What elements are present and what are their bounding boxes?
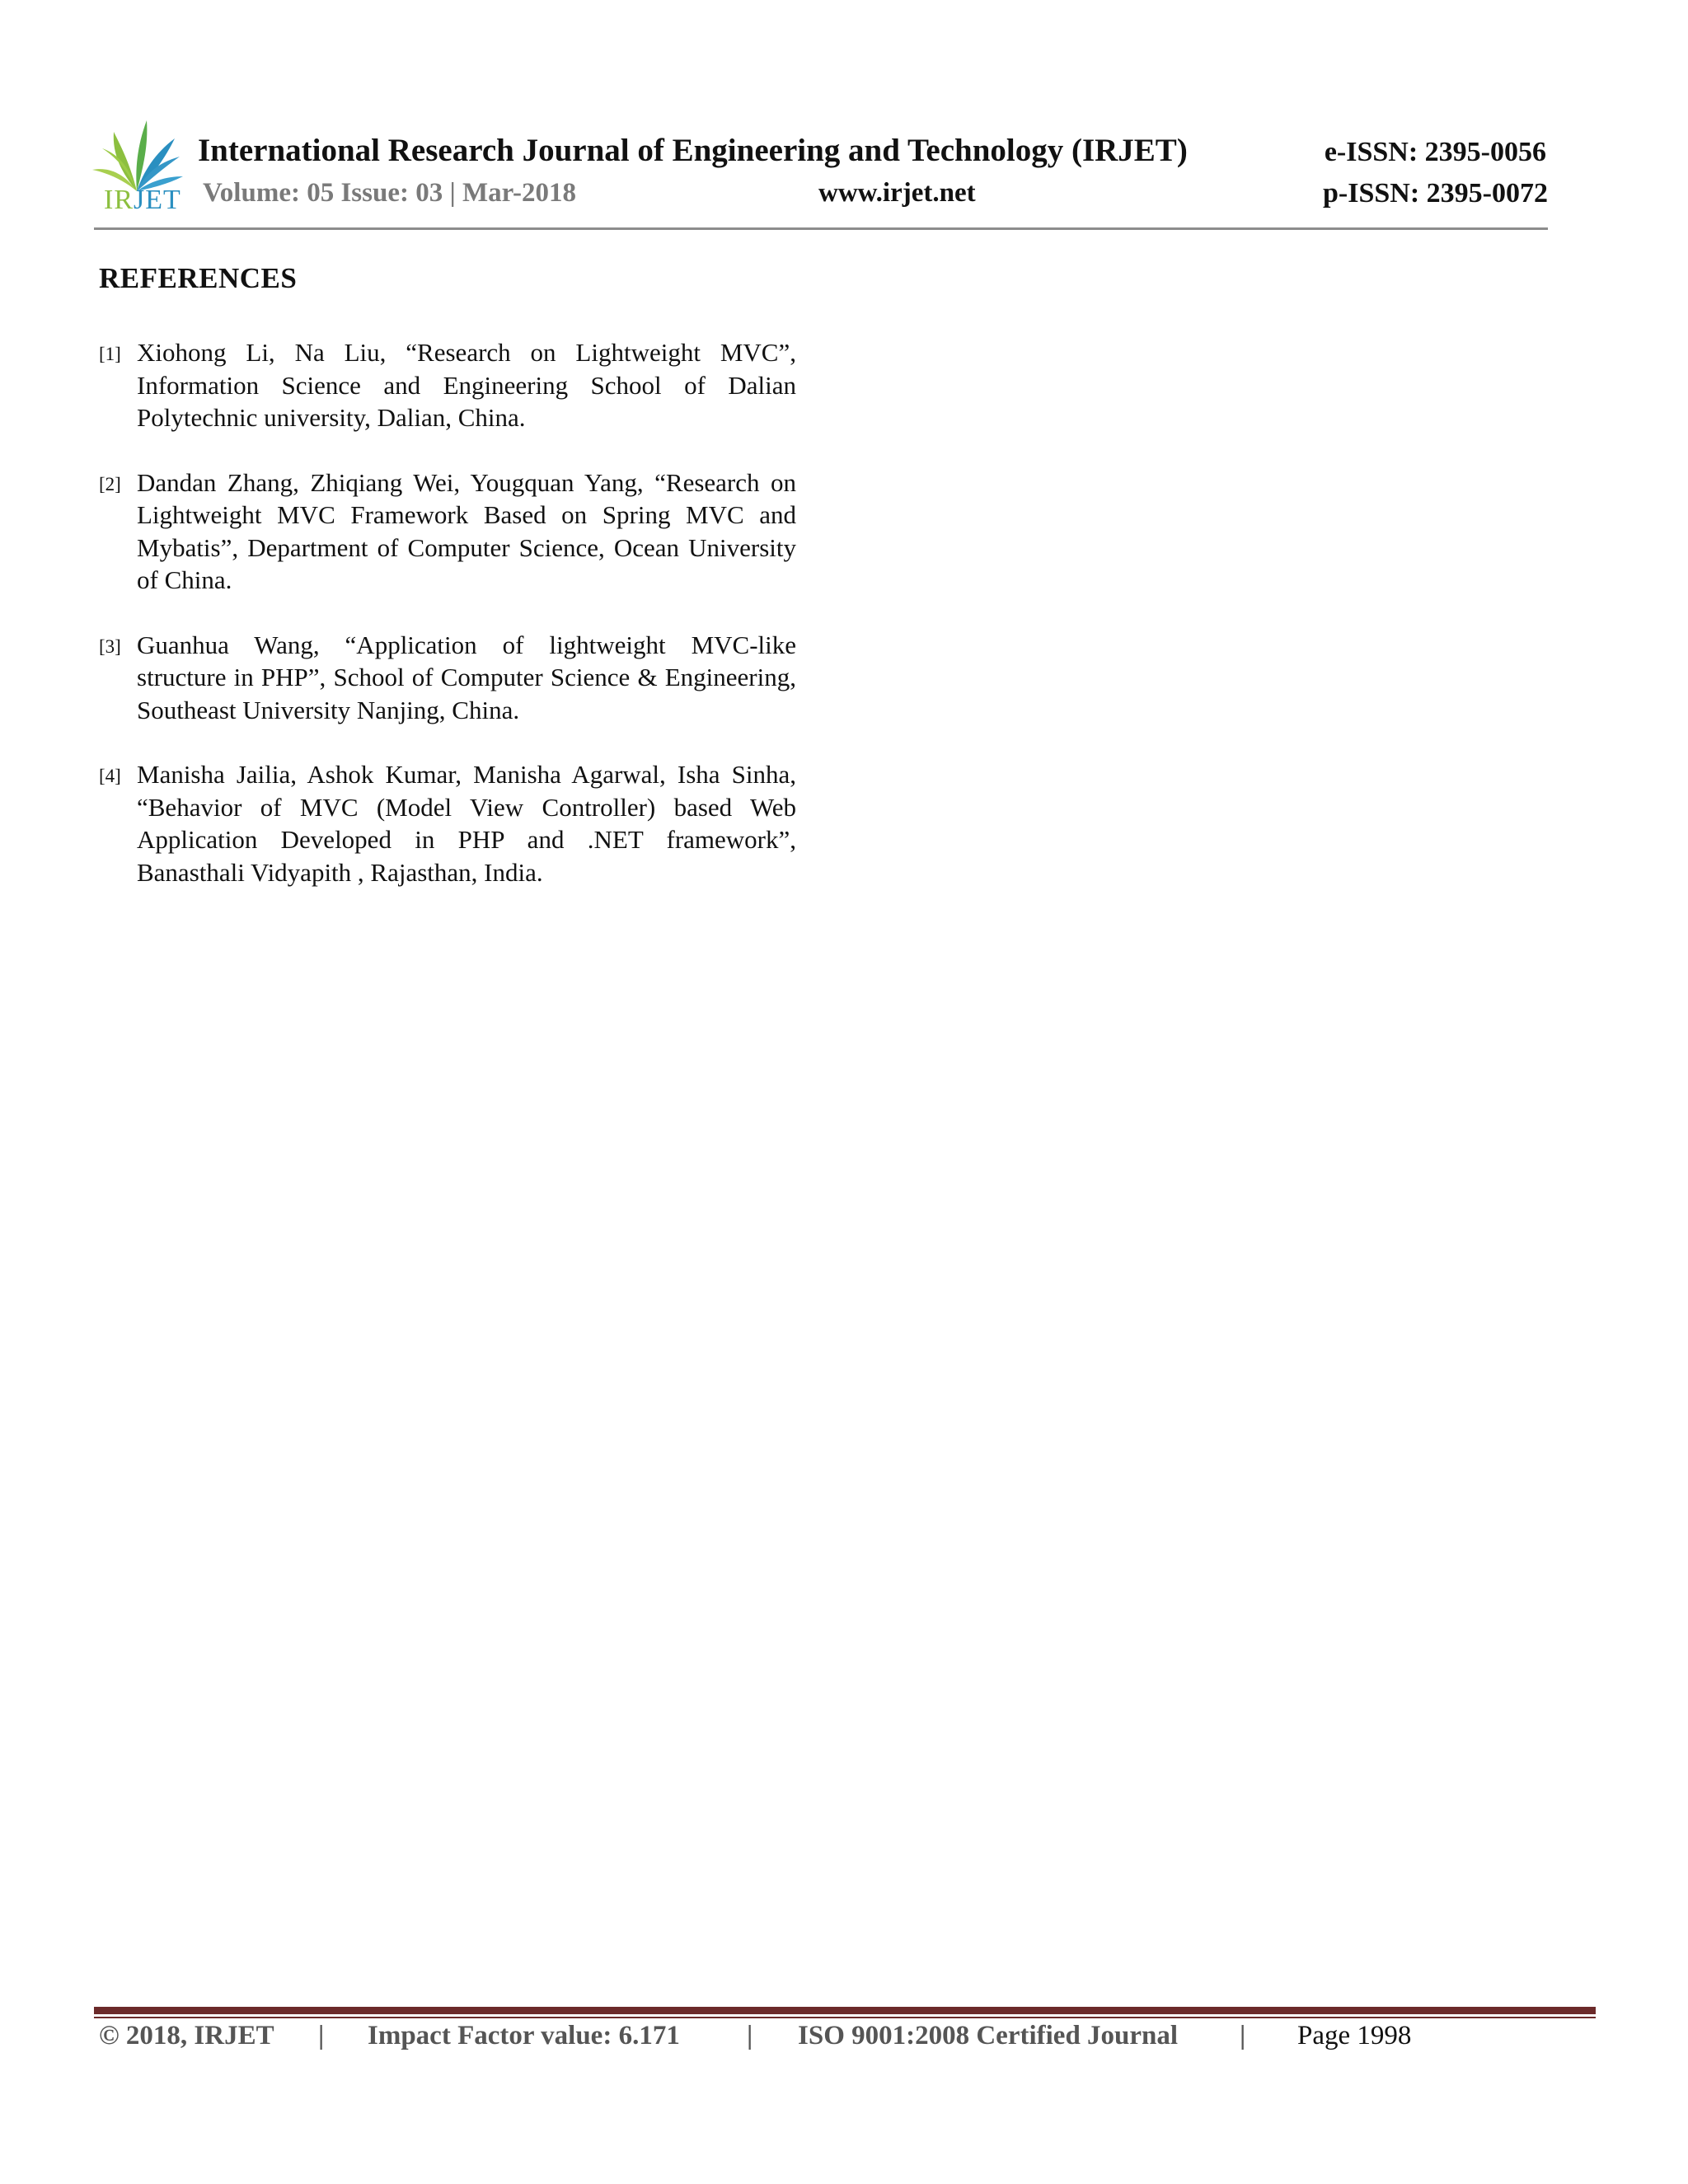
reference-item [99, 466, 796, 597]
journal-title: International Research Journal of Engineering and Technology (IRJET) [198, 133, 1188, 168]
journal-website: www.irjet.net [818, 178, 976, 208]
footer-impact-factor: Impact Factor value: 6.171 [368, 2021, 680, 2050]
footer-page-number: Page 1998 [1297, 2021, 1412, 2050]
reference-item [99, 629, 796, 727]
page-header [0, 0, 1688, 239]
footer-iso: ISO 9001:2008 Certified Journal [798, 2021, 1179, 2050]
footer-divider-thick [94, 2007, 1596, 2014]
header-divider [94, 227, 1548, 230]
irjet-logo [89, 115, 185, 218]
footer-separator: | [1240, 2021, 1246, 2050]
reference-text: Xiohong Li, Na Liu, “Research on Lightweight MVC”, Information Science and Engineering School of Dalian Polytechnic university, Dalian, China. [137, 338, 796, 432]
reference-number: [2] [99, 473, 121, 494]
leaf-fan-icon [89, 115, 185, 194]
reference-item [99, 758, 796, 888]
reference-text: Guanhua Wang, “Application of lightweight MVC-like structure in PHP”, School of Computer Science & Engineering, Southeast University Nanjing, China. [137, 630, 796, 724]
reference-item [99, 336, 796, 434]
footer-copyright: © 2018, IRJET [99, 2021, 274, 2050]
footer-divider-thin [94, 2017, 1596, 2018]
reference-text: Manisha Jailia, Ashok Kumar, Manisha Agarwal, Isha Sinha, “Behavior of MVC (Model View Controller) based Web Application Developed in PHP and .NET framework”, Banasthali Vidyapith , Rajasthan, India. [137, 760, 796, 887]
reference-number: [1] [99, 344, 121, 364]
p-issn: p-ISSN: 2395-0072 [1323, 178, 1548, 209]
reference-list [99, 336, 796, 921]
reference-number: [4] [99, 766, 121, 786]
logo-text: IRJET [104, 185, 181, 215]
reference-number: [3] [99, 635, 121, 657]
e-issn: e-ISSN: 2395-0056 [1324, 137, 1546, 167]
reference-text: Dandan Zhang, Zhiqiang Wei, Yougquan Yang, “Research on Lightweight MVC Framework Based on Spring MVC and Mybatis”, Department of Computer Science, Ocean University of China. [137, 467, 796, 594]
footer-separator: | [747, 2021, 753, 2050]
volume-info: Volume: 05 Issue: 03 | Mar-2018 [203, 178, 577, 208]
section-heading: REFERENCES [99, 262, 298, 294]
footer-separator: | [318, 2021, 325, 2050]
